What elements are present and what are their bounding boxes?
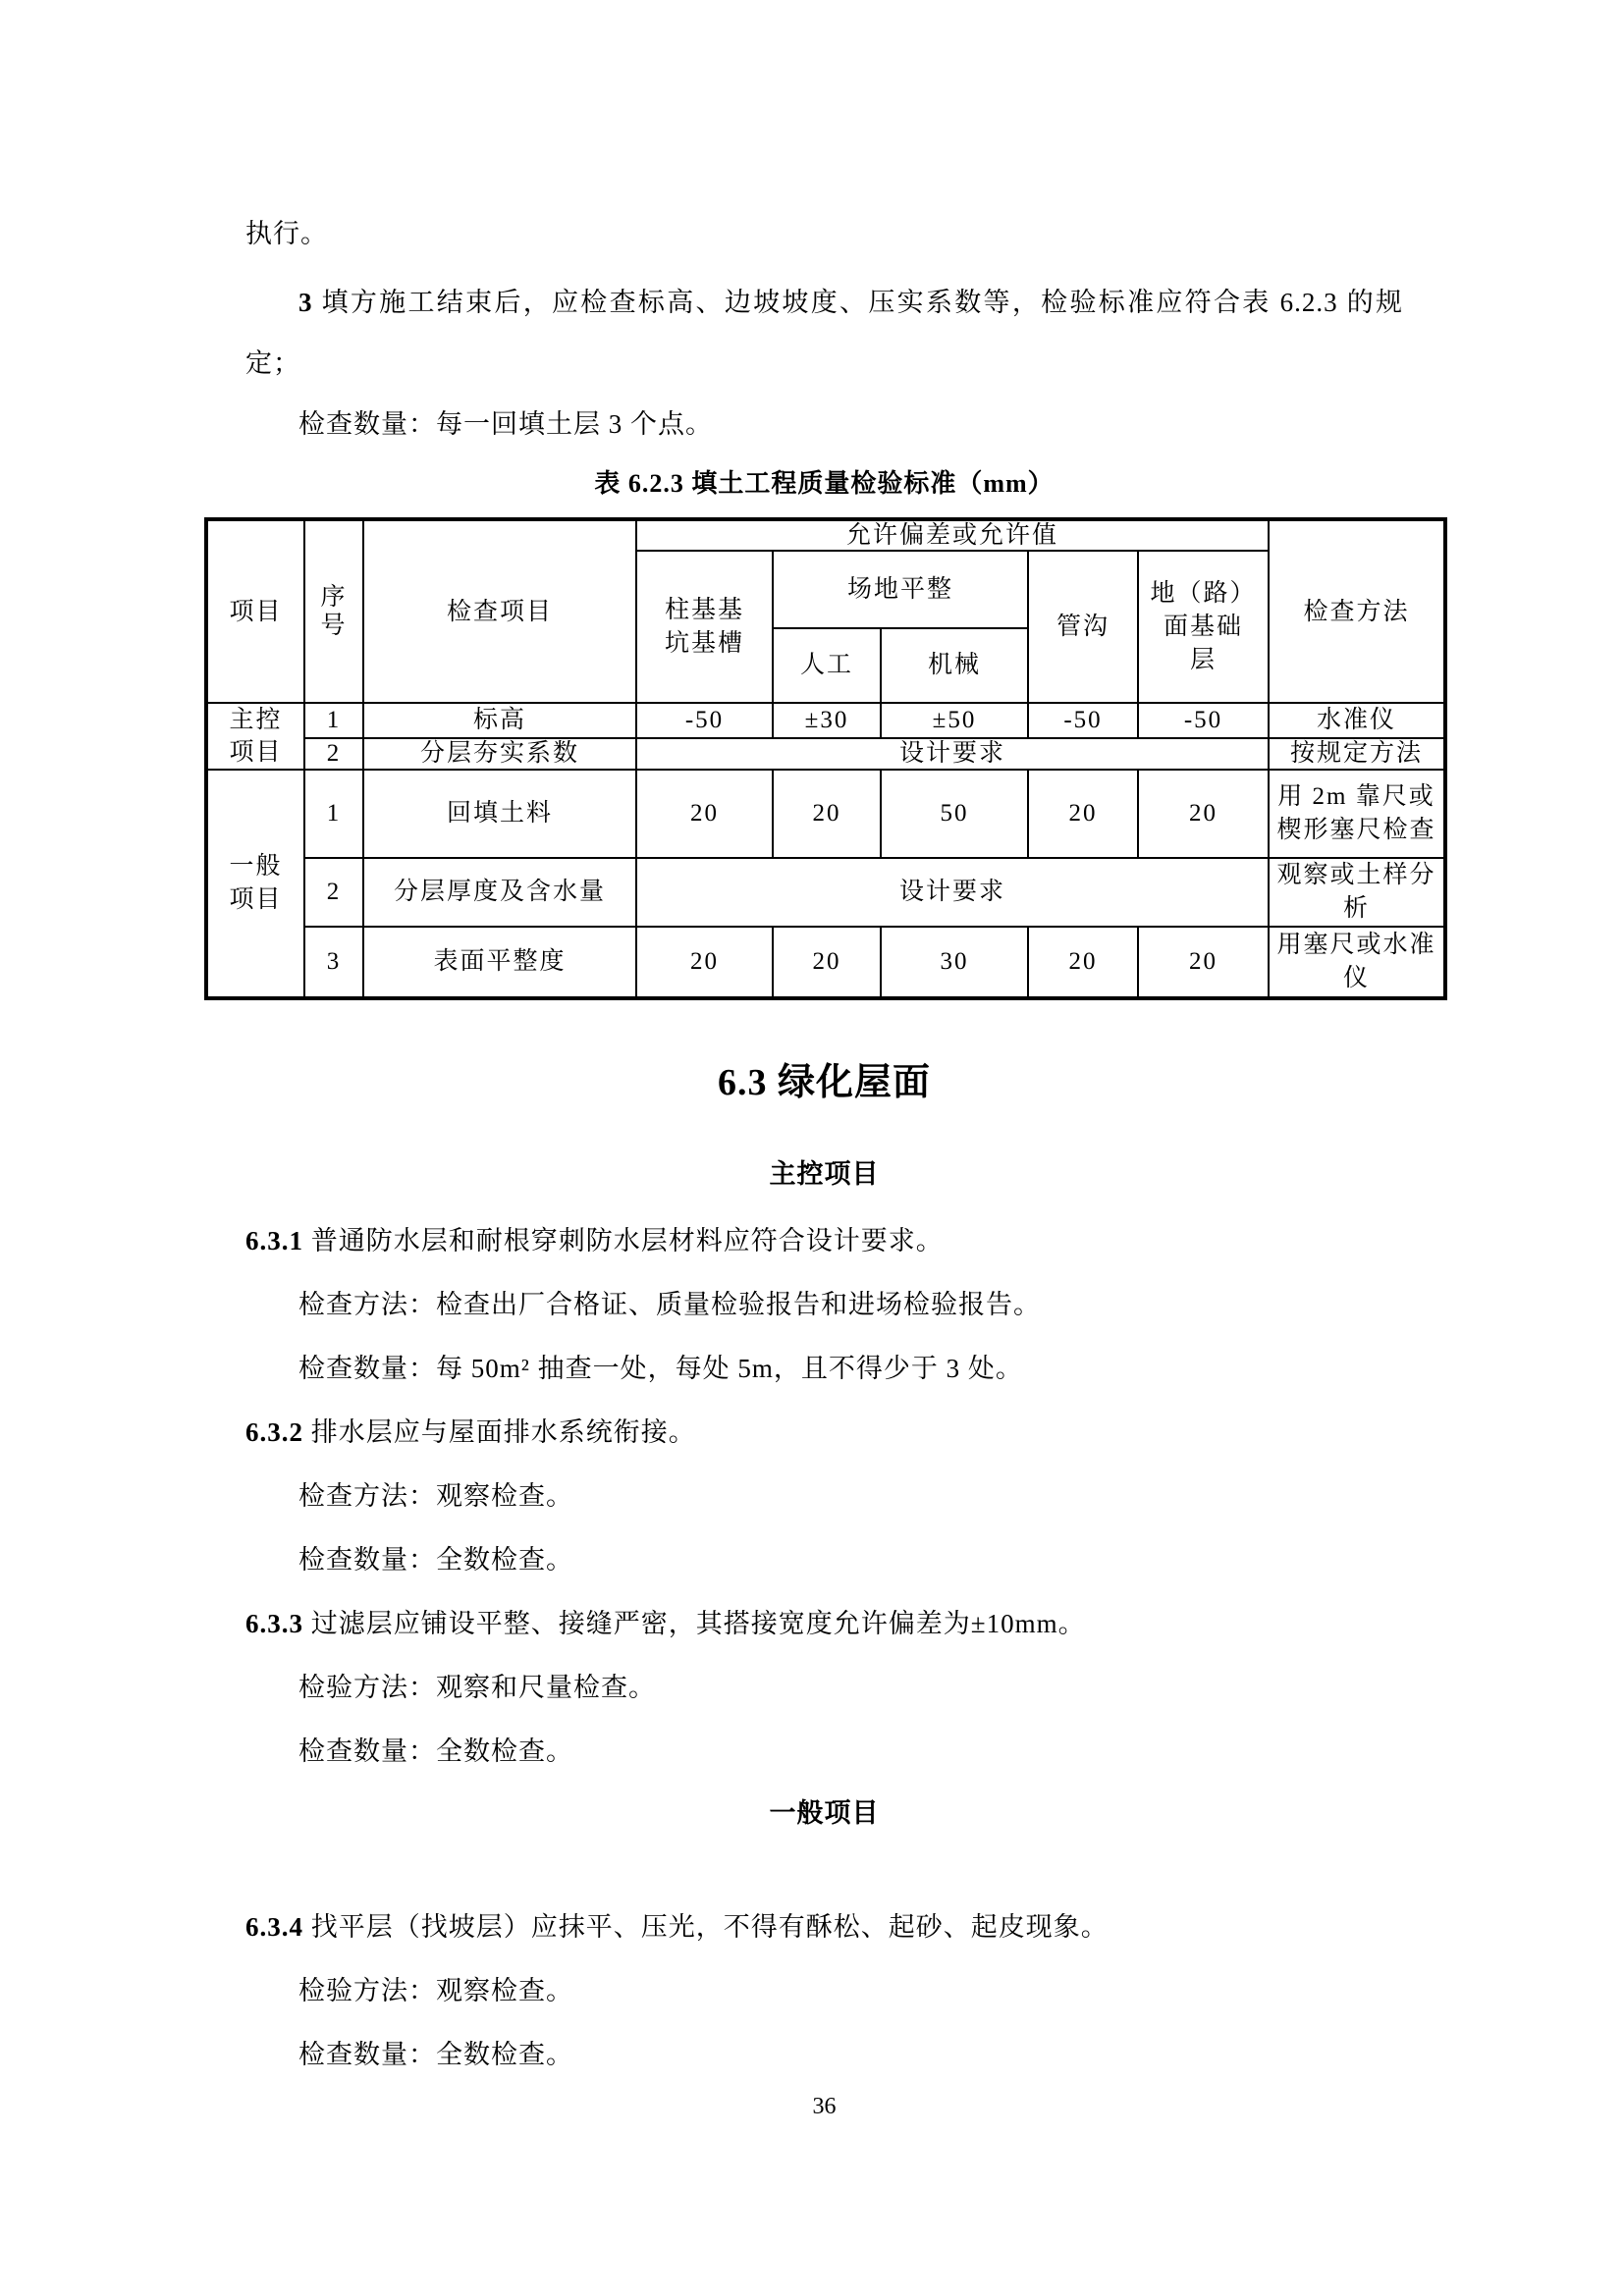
cell-layer-thickness-seq: 2	[304, 858, 363, 927]
cell-elevation-seq: 1	[304, 703, 363, 738]
table-caption: 表 6.2.3 填土工程质量检验标准（mm）	[594, 469, 1055, 498]
cell-layer-thickness-method: 观察或土样分析	[1269, 858, 1445, 927]
cell-backfill-v1: 20	[636, 770, 773, 858]
cell-compaction-merged: 设计要求	[636, 738, 1269, 770]
th-item-category: 项目	[206, 519, 304, 703]
th-allowed-deviation-group: 允许偏差或允许值	[636, 519, 1269, 551]
th-inspection-item: 检查项目	[363, 519, 636, 703]
clause-3-paragraph	[245, 272, 1403, 394]
th-site-leveling: 场地平整	[773, 551, 1028, 628]
cell-elevation-v1: -50	[636, 703, 773, 738]
clause-6-3-1-quantity: 检查数量：每 50m² 抽查一处，每处 5m，且不得少于 3 处。	[298, 1354, 1023, 1383]
section-heading-6-3: 6.3 绿化屋面	[717, 1062, 931, 1103]
th-inspection-method: 检查方法	[1269, 519, 1445, 703]
cell-layer-thickness-merged: 设计要求	[636, 858, 1269, 927]
inspection-quantity-note: 检查数量：每一回填土层 3 个点。	[298, 409, 713, 439]
cell-backfill-v3: 50	[881, 770, 1028, 858]
cell-surface-flatness-v2: 20	[773, 927, 881, 998]
cell-surface-flatness-v5: 20	[1138, 927, 1269, 998]
cell-backfill-v2: 20	[773, 770, 881, 858]
cell-group-main-control: 主控 项目	[206, 703, 304, 770]
cell-surface-flatness-seq: 3	[304, 927, 363, 998]
clause-6-3-1-text: 普通防水层和耐根穿刺防水层材料应符合设计要求。	[310, 1226, 944, 1255]
subheading-general: 一般项目	[769, 1798, 880, 1828]
cell-group-general: 一般 项目	[206, 770, 304, 998]
cell-elevation-v3: ±50	[881, 703, 1028, 738]
cell-compaction-seq: 2	[304, 738, 363, 770]
cell-surface-flatness-v1: 20	[636, 927, 773, 998]
clause-6-3-4-method: 检验方法：观察检查。	[298, 1976, 573, 2005]
clause-6-3-2-text: 排水层应与屋面排水系统衔接。	[310, 1417, 696, 1447]
cell-surface-flatness-method: 用塞尺或水准仪	[1269, 927, 1445, 998]
clause-6-3-1-number: 6.3.1	[245, 1226, 303, 1255]
clause-3-text: 填方施工结束后，应检查标高、边坡坡度、压实系数等，检验标准应符合表 6.2.3 的规定；	[245, 288, 1404, 378]
clause-6-3-3-quantity: 检查数量：全数检查。	[298, 1736, 573, 1766]
clause-6-3-2-paragraph	[245, 1401, 1403, 1465]
th-sequence-no: 序 号	[304, 519, 363, 703]
th-road-base-layer: 地（路） 面基础 层	[1138, 551, 1269, 703]
subheading-main-control: 主控项目	[769, 1159, 880, 1189]
cell-backfill-v5: 20	[1138, 770, 1269, 858]
th-mechanical: 机械	[881, 628, 1028, 703]
page-number: 36	[812, 2094, 837, 2119]
cell-compaction-method: 按规定方法	[1269, 738, 1445, 770]
cell-elevation-v5: -50	[1138, 703, 1269, 738]
th-pipe-trench: 管沟	[1028, 551, 1138, 703]
cell-backfill-name: 回填土料	[363, 770, 636, 858]
clause-6-3-3-text: 过滤层应铺设平整、接缝严密，其搭接宽度允许偏差为±10mm。	[310, 1609, 1086, 1638]
cell-elevation-v4: -50	[1028, 703, 1138, 738]
cell-backfill-v4: 20	[1028, 770, 1138, 858]
cell-elevation-method: 水准仪	[1269, 703, 1445, 738]
clause-6-3-2-number: 6.3.2	[245, 1417, 303, 1447]
fill-quality-table	[204, 517, 1447, 1000]
clause-3-number: 3	[298, 288, 313, 317]
clause-6-3-4-quantity: 检查数量：全数检查。	[298, 2040, 573, 2069]
paragraph-continuation: 执行。	[245, 219, 328, 248]
clause-6-3-2-method: 检查方法：观察检查。	[298, 1481, 573, 1511]
clause-6-3-1-paragraph	[245, 1209, 1403, 1273]
clause-6-3-3-number: 6.3.3	[245, 1609, 303, 1638]
cell-backfill-seq: 1	[304, 770, 363, 858]
clause-6-3-3-paragraph	[245, 1592, 1403, 1656]
cell-compaction-name: 分层夯实系数	[363, 738, 636, 770]
clause-6-3-2-quantity: 检查数量：全数检查。	[298, 1545, 573, 1575]
cell-surface-flatness-name: 表面平整度	[363, 927, 636, 998]
cell-elevation-name: 标高	[363, 703, 636, 738]
cell-surface-flatness-v3: 30	[881, 927, 1028, 998]
th-manual: 人工	[773, 628, 881, 703]
clause-6-3-4-text: 找平层（找坡层）应抹平、压光，不得有酥松、起砂、起皮现象。	[310, 1912, 1109, 1942]
cell-elevation-v2: ±30	[773, 703, 881, 738]
clause-6-3-4-number: 6.3.4	[245, 1912, 303, 1942]
cell-layer-thickness-name: 分层厚度及含水量	[363, 858, 636, 927]
clause-6-3-3-method: 检验方法：观察和尺量检查。	[298, 1673, 656, 1702]
cell-backfill-method: 用 2m 靠尺或楔形塞尺检查	[1269, 770, 1445, 858]
th-column-foundation-pit: 柱基基 坑基槽	[636, 551, 773, 703]
clause-6-3-4-paragraph	[245, 1896, 1403, 1959]
cell-surface-flatness-v4: 20	[1028, 927, 1138, 998]
clause-6-3-1-method: 检查方法：检查出厂合格证、质量检验报告和进场检验报告。	[298, 1290, 1041, 1319]
